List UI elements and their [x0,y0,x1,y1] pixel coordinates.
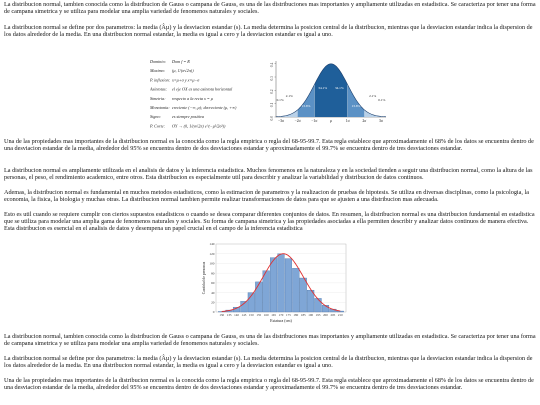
paragraph-9: Una de las propiedades mas importantes de la distribucion normal es la conocida como la regla empirica o regla del 68-95-99.7. Esta regla establece que aproximadamente el 68% de los datos se encuentra dentro de una desviacion estandar de la media, alrededor del 95% se encuentra dentro de dos desviaciones estandar y aproximadamente el 99.7% se encuentra dentro de tres desviaciones estandar. [4,377,534,392]
y-tick-label: 20 [211,300,215,305]
x-tick-label: 135 [226,313,232,317]
histogram-bar [263,271,270,312]
x-tick-label: 170 [278,313,284,317]
region-label: 34.1% [334,86,344,90]
x-tick-label: 205 [330,313,336,317]
paragraph-8: La distribucion normal se define por dos parametros: la media (Âµ) y la desviacion estandar (s). La media determina la posicion central de la distribucion, mientras que la desviacion estandar indica la dispersion de los datos alrededor de la media. En una distribucion normal estandar, la media es igual a cero y la desviacion estandar es igual a uno. [4,355,533,370]
paragraph-3: Una de las propiedades mas importantes de la distribucion normal es la conocida como la regla empirica o regla del 68-95-99.7. Esta regla establece que aproximadamente el 68% de los datos se encuentra dentro de una desviacion estandar de la media, alrededor del 95% se encuentra dentro de dos desviaciones estandar y aproximadamente el 99.7% se encuentra dentro de tres desviaciones estandar. [4,138,534,153]
x-tick-label: 190 [308,313,314,317]
paragraph-1: La distribucion normal, tambien conocida como la distribucion de Gauss o campana de Gauss, es una de las distribuciones mas importantes y ampliamente utilizadas en estadistica. Se caracteriza por tener una forma de campana simetrica y se utiliza para modelar una amplia variedad de fenomenos naturales y sociales. [4,1,536,16]
paragraph-7: La distribucion normal, tambien conocida como la distribucion de Gauss o campana de Gauss, es una de las distribuciones mas importantes y ampliamente utilizadas en estadistica. Se caracteriza por tener una forma de campana simetrica y se utiliza para modelar una amplia variedad de fenomenos naturales y sociales. [4,333,536,348]
region-label: 0.1% [378,98,386,102]
property-key: Asintotas: [150,86,167,92]
property-key: Dominio: [150,59,167,64]
x-tick-label: 210 [337,313,343,317]
y-tick-label: 0.4 [270,62,274,68]
property-value: es siempre positiva [172,114,204,120]
property-key: P. inflexion: [150,77,171,83]
x-tick-label: 200 [323,313,328,317]
x-tick-label: 195 [315,313,321,317]
region-label: 2.1% [285,94,293,98]
properties-list [150,59,237,129]
y-tick-label: 0.3 [270,76,274,81]
region-shade [331,64,348,117]
paragraph-5: Ademas, la distribucion normal es fundamental en muchos metodos estadisticos, como la estimacion de parametros y la realizacion de pruebas de hipotesis. Se utiliza en diversas disciplinas, como la psicologia, la economia, la fisica, la biologia y muchas otras. La distribucion normal tambien permite realizar transformaciones de datos para que se ajusten a una distribucion mas adecuada. [4,189,529,204]
x-tick-label: 160 [263,313,269,317]
histogram-bar [315,298,322,312]
histogram-bar [292,268,299,312]
histogram-bar [278,254,285,312]
histogram-svg [200,240,350,328]
x-tick-label: 140 [234,313,239,317]
histogram-bar [270,258,277,312]
y-tick-label: 0.0 [270,116,274,121]
histogram-bar [255,282,262,312]
x-tick-label: 175 [286,313,291,317]
y-tick-label: 0.1 [270,102,274,108]
x-tick-label: −2σ [294,119,301,123]
paragraph-2: La distribucion normal se define por dos parametros: la media (Âµ) y la desviacion estandar (s). La media determina la posicion central de la distribucion, mientras que la desviacion estandar indica la dispersion de los datos alrededor de la media. En una distribucion normal estandar, la media es igual a cero y la desviacion estandar es igual a uno. [4,24,533,39]
x-tick-label: 165 [271,313,276,317]
region-label: 13.6% [351,104,361,108]
region-label: 2.1% [369,94,377,98]
histogram-bar [241,301,248,312]
x-tick-label: 180 [293,313,299,317]
region-label: 0.1% [276,98,284,102]
height-histogram-figure [200,240,350,328]
y-tick-label: 40 [211,290,215,295]
property-value: el eje OX es una asintota horizontal [172,86,233,92]
y-tick-label: 0 [212,310,215,315]
x-tick-label: 3σ [379,119,383,123]
region-label: 34.1% [318,86,328,90]
y-tick-label: 60 [211,281,215,286]
histogram-bar [285,259,292,312]
y-tick-label: 100 [209,261,215,266]
x-tick-label: 1σ [345,119,350,123]
x-tick-label: −1σ [311,119,318,123]
property-key: Simetria: [150,95,166,101]
x-tick-label: 155 [256,313,262,317]
x-tick-label: 2σ [362,119,367,123]
property-key: Maximo: [150,68,166,74]
x-tick-label: 130 [219,313,225,317]
x-tick-label: 185 [300,313,306,317]
y-tick-label: 120 [209,251,215,256]
histogram-bar [337,311,344,312]
x-tick-label: 145 [241,313,247,317]
x-tick-label: −3σ [277,119,285,123]
property-value: x=μ+σ y x=μ−σ [172,77,200,83]
y-tick-label: 140 [209,242,215,247]
paragraph-6: Esto es util cuando se requiere cumplir con ciertos supuestos estadisticos o cuando se desea comparar diferentes conjuntos de datos. En resumen, la distribucion normal es una distribucion fundamental en estadistica que se utiliza para modelar una amplia gama de fenomenos naturales y sociales. Su forma de campana simetrica y las propiedades asociadas a ella permiten describir y analizar datos continuos de manera efectiva. Esta distribucion es esencial en el analisis de datos y desempena un papel crucial en el campo de la inferencia estadistica [4,211,535,233]
region-label: 13.6% [301,104,311,108]
histogram-bar [300,278,307,312]
property-value: Dom f = R [172,59,190,64]
property-key: Monotonia: [150,105,170,110]
x-tick-label: 150 [248,313,254,317]
property-value: OY → (0, 1/(σ√2π) e^(−μ²/2σ²)) [172,123,226,129]
paragraph-4: La distribucion normal es ampliamente utilizada en el analisis de datos y la inferencia estadistica. Muchos fenomenos en la naturaleza y en la sociedad tienden a seguir una distribucion normal, como la altura de las personas, el peso, el rendimiento academico, entre otros. Esta distribucion es especialmente util para describir y analizar la variabilidad y distribucion de datos continuos. [4,167,533,182]
y-tick-label: 0.2 [270,89,274,94]
property-value: creciente (−∞, μ); decreciente (μ, +∞) [172,105,237,110]
gaussian-plot [270,61,386,123]
property-key: Signo: [150,114,161,120]
region-shade [314,64,331,117]
y-tick-label: 80 [211,271,215,276]
x-tick-label: μ [329,119,333,123]
normal-distribution-svg [150,55,390,135]
y-axis-label: Cantidad de personas [202,261,206,295]
normal-distribution-figure [150,55,390,135]
property-value: respecto a la recta x = μ [172,95,213,101]
x-axis-label: Estatura (cm) [270,318,292,323]
property-value: (μ, 1/(σ√2π)) [172,68,194,74]
property-key: P. Corte: [150,123,166,129]
